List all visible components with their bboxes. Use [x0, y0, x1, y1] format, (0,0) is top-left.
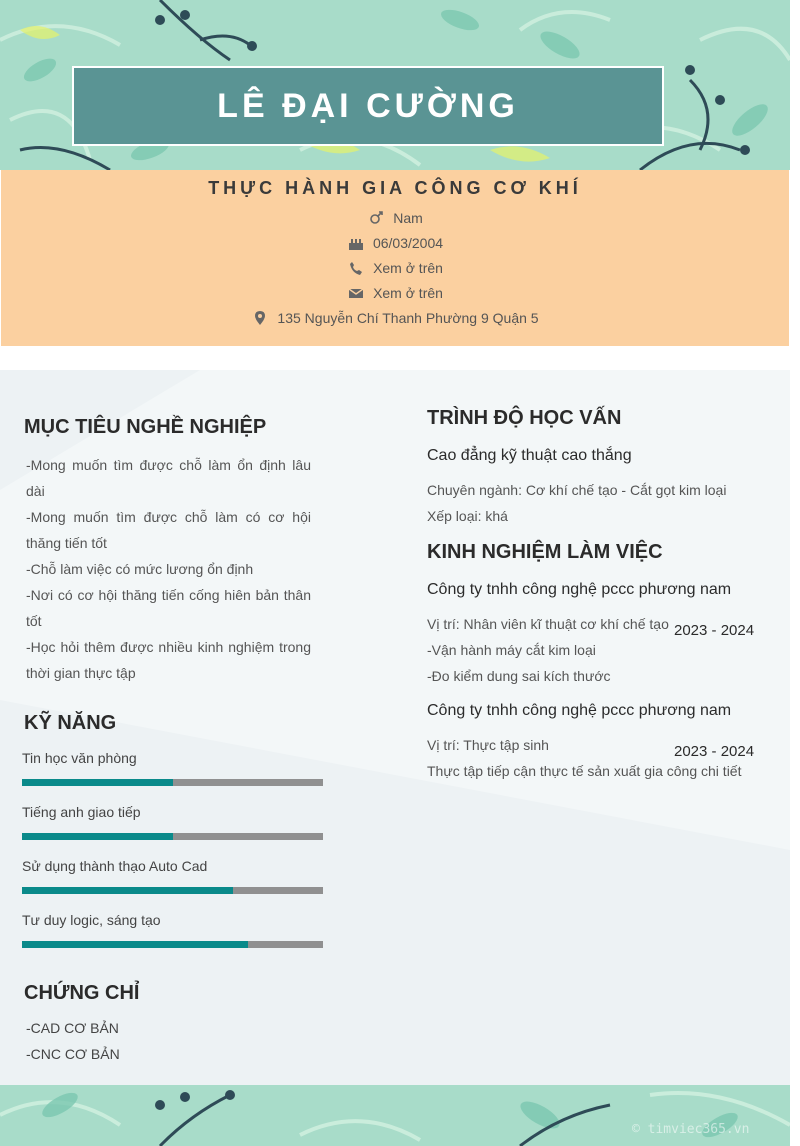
job-line: Vị trí: Thực tập sinh: [427, 737, 549, 753]
skills-heading: KỸ NĂNG: [24, 712, 117, 734]
certificate-item: -CAD CƠ BẢN: [26, 1020, 119, 1036]
objective-text: [26, 452, 311, 686]
objective-line: -Mong muốn tìm được chỗ làm ổn định lâu dài: [26, 457, 311, 499]
skill-bar: [22, 833, 323, 840]
name-box: [72, 66, 664, 146]
certificates-heading: CHỨNG CHỈ: [24, 982, 140, 1004]
skill-label: Tin học văn phòng: [22, 750, 137, 766]
job-line: Thực tập tiếp cận thực tế sản xuất gia công chi tiết: [427, 763, 742, 779]
job-period: 2023 - 2024: [674, 743, 755, 760]
phone-row: [1, 260, 789, 276]
objective-line: -Chỗ làm việc có mức lương ổn định: [26, 561, 254, 577]
birthday-value: 06/03/2004: [372, 235, 444, 251]
candidate-name: LÊ ĐẠI CƯỜNG: [217, 86, 519, 125]
phone-icon: [347, 260, 365, 276]
skill-bar: [22, 887, 323, 894]
cake-icon: [347, 235, 365, 251]
education-major: Chuyên ngành: Cơ khí chế tạo - Cắt gọt kim loại: [427, 482, 727, 498]
skill-label: Tư duy logic, sáng tạo: [22, 912, 161, 928]
objective-heading: MỤC TIÊU NGHỀ NGHIỆP: [24, 416, 267, 438]
personal-info-band: [1, 170, 789, 346]
gender-row: [1, 210, 789, 226]
watermark: © timviec365.vn: [632, 1122, 750, 1137]
skill-bar: [22, 941, 323, 948]
gender-value: Nam: [393, 210, 423, 226]
objective-line: -Nơi có cơ hội thăng tiến cống hiên bản thân tốt: [26, 587, 311, 629]
gender-icon: [367, 210, 385, 226]
company-name: Công ty tnhh công nghệ pccc phương nam: [427, 581, 732, 598]
phone-value: Xem ở trên: [373, 260, 443, 276]
company-name: Công ty tnhh công nghệ pccc phương nam: [427, 702, 732, 719]
experience-heading: KINH NGHIỆM LÀM VIỆC: [427, 541, 663, 563]
job-line: -Vận hành máy cắt kim loại: [427, 642, 596, 658]
skill-label: Tiếng anh giao tiếp: [22, 804, 141, 820]
job-line: -Đo kiểm dung sai kích thước: [427, 668, 611, 684]
school-name: Cao đẳng kỹ thuật cao thắng: [427, 447, 632, 464]
skill-bar-fill: [22, 779, 173, 786]
job-period: 2023 - 2024: [674, 622, 755, 639]
email-row: [1, 285, 789, 301]
skill-bar: [22, 779, 323, 786]
skill-label: Sử dụng thành thạo Auto Cad: [22, 858, 208, 874]
skill-bar-fill: [22, 833, 173, 840]
education-heading: TRÌNH ĐỘ HỌC VẤN: [427, 407, 622, 429]
objective-line: -Học hỏi thêm được nhiều kinh nghiệm trong thời gian thực tập: [26, 639, 311, 681]
certificate-item: -CNC CƠ BẢN: [26, 1046, 120, 1062]
skill-bar-fill: [22, 941, 248, 948]
education-grade: Xếp loại: khá: [427, 508, 508, 524]
mail-icon: [347, 285, 365, 301]
address-value: 135 Nguyễn Chí Thanh Phường 9 Quận 5: [277, 310, 539, 326]
birthday-row: [1, 235, 789, 251]
objective-line: -Mong muốn tìm được chỗ làm có cơ hội thăng tiến tốt: [26, 509, 311, 551]
address-row: [1, 310, 789, 326]
job-line: Vị trí: Nhân viên kĩ thuật cơ khí chế tạo: [427, 616, 669, 632]
email-value: Xem ở trên: [373, 285, 443, 301]
location-icon: [251, 310, 269, 326]
skill-bar-fill: [22, 887, 233, 894]
job-title: THỰC HÀNH GIA CÔNG CƠ KHÍ: [208, 178, 582, 198]
